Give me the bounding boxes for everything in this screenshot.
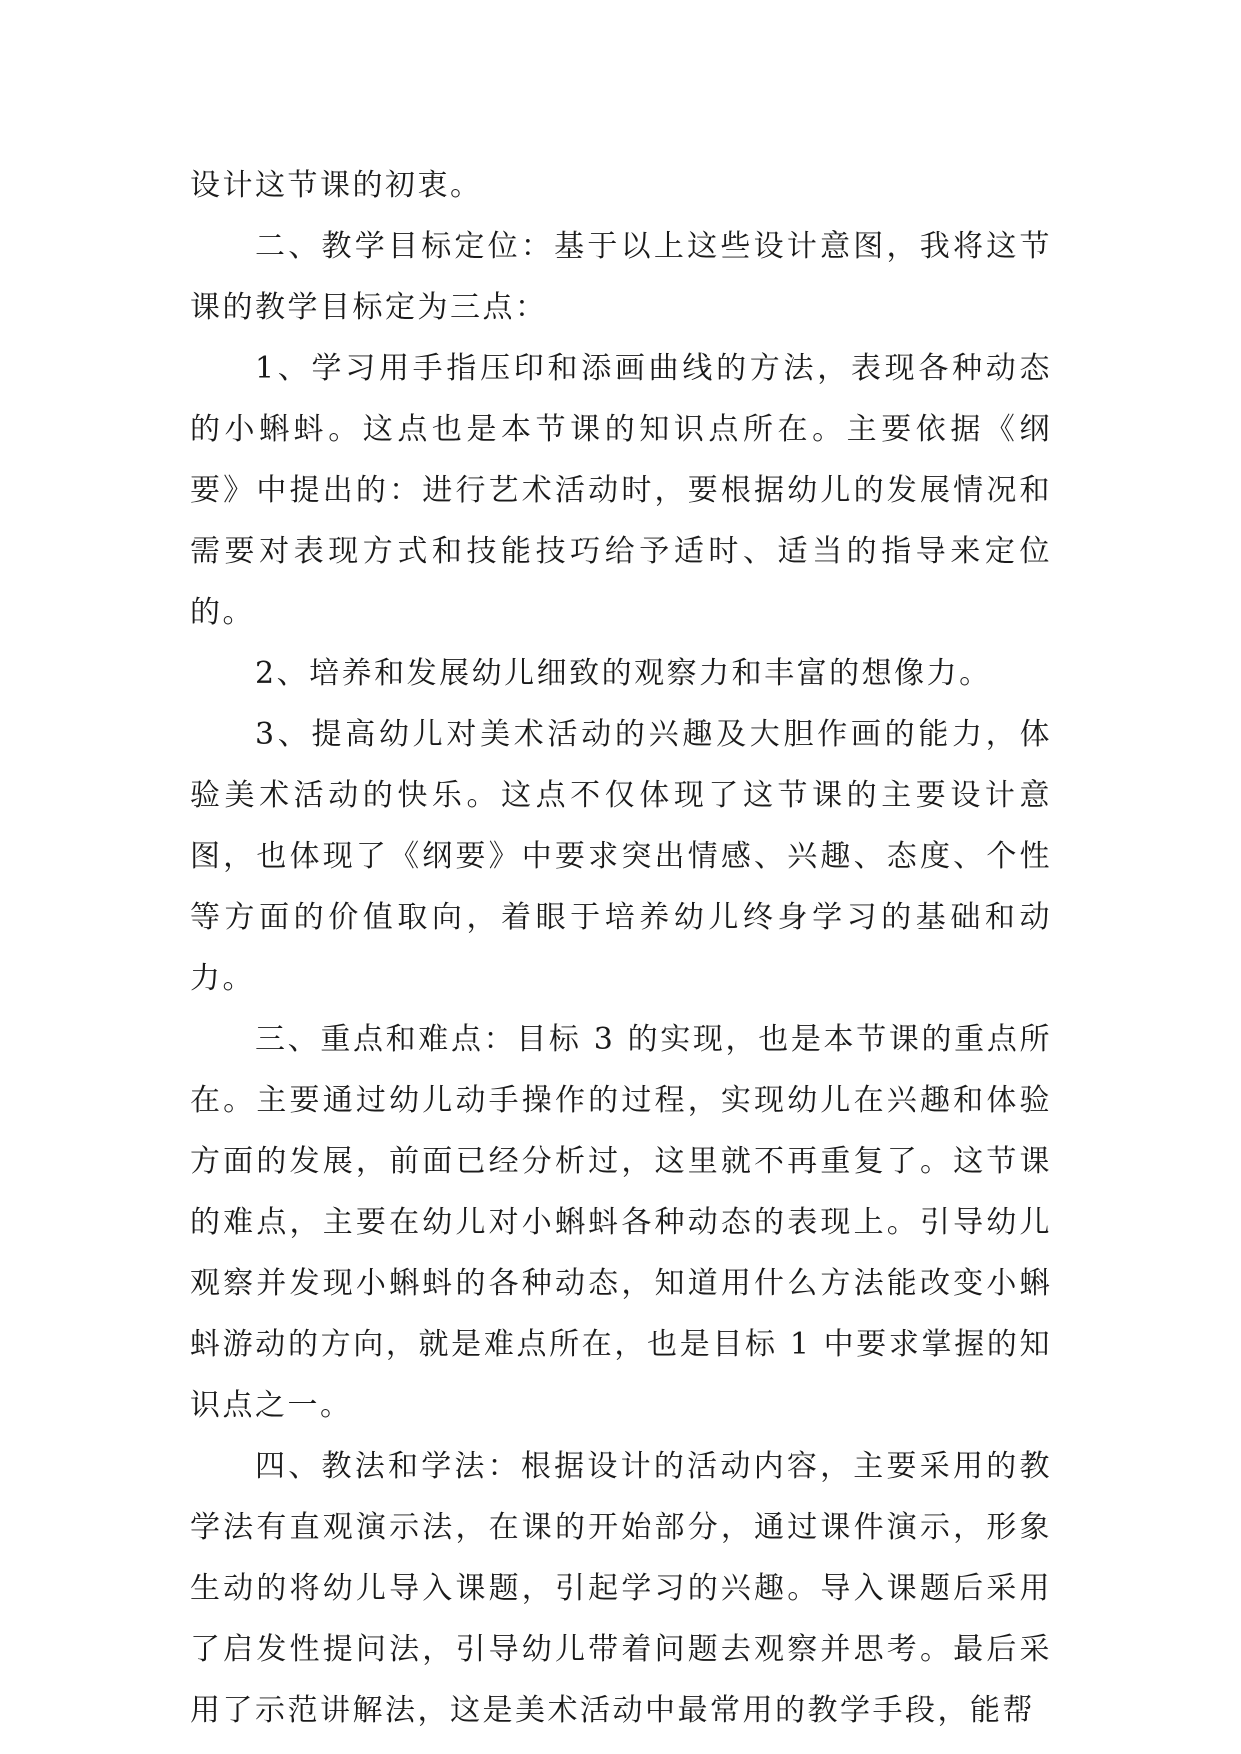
document-body	[190, 155, 1052, 1741]
paragraph-intro-tail: 设计这节课的初衷。	[190, 168, 483, 203]
paragraph-section-4: 四、教法和学法：根据设计的活动内容，主要采用的教学法有直观演示法，在课的开始部分，通过课件演示，形象生动的将幼儿导入课题，引起学习的兴趣。导入课题后采用了启发性提问法，引导幼儿带着问题去观察并思考。最后采用了示范讲解法，这是美术活动中最常用的教学手段，能帮	[190, 1449, 1052, 1728]
paragraph-section-2: 二、教学目标定位：基于以上这些设计意图，我将这节课的教学目标定为三点：	[190, 229, 1052, 325]
paragraph-section-3: 三、重点和难点：目标 3 的实现，也是本节课的重点所在。主要通过幼儿动手操作的过程，实现幼儿在兴趣和体验方面的发展，前面已经分析过，这里就不再重复了。这节课的难点，主要在幼儿对小蝌蚪各种动态的表现上。引导幼儿观察并发现小蝌蚪的各种动态，知道用什么方法能改变小蝌蚪游动的方向，就是难点所在，也是目标 1 中要求掌握的知识点之一。	[190, 1022, 1052, 1423]
paragraph-goal-2: 2、培养和发展幼儿细致的观察力和丰富的想像力。	[255, 656, 992, 691]
paragraph-goal-1: 1、学习用手指压印和添画曲线的方法，表现各种动态的小蝌蚪。这点也是本节课的知识点所在。主要依据《纲要》中提出的：进行艺术活动时，要根据幼儿的发展情况和需要对表现方式和技能技巧给予适时、适当的指导来定位的。	[190, 351, 1052, 630]
paragraph-goal-3: 3、提高幼儿对美术活动的兴趣及大胆作画的能力，体验美术活动的快乐。这点不仅体现了这节课的主要设计意图，也体现了《纲要》中要求突出情感、兴趣、态度、个性等方面的价值取向，着眼于培养幼儿终身学习的基础和动力。	[190, 717, 1052, 996]
